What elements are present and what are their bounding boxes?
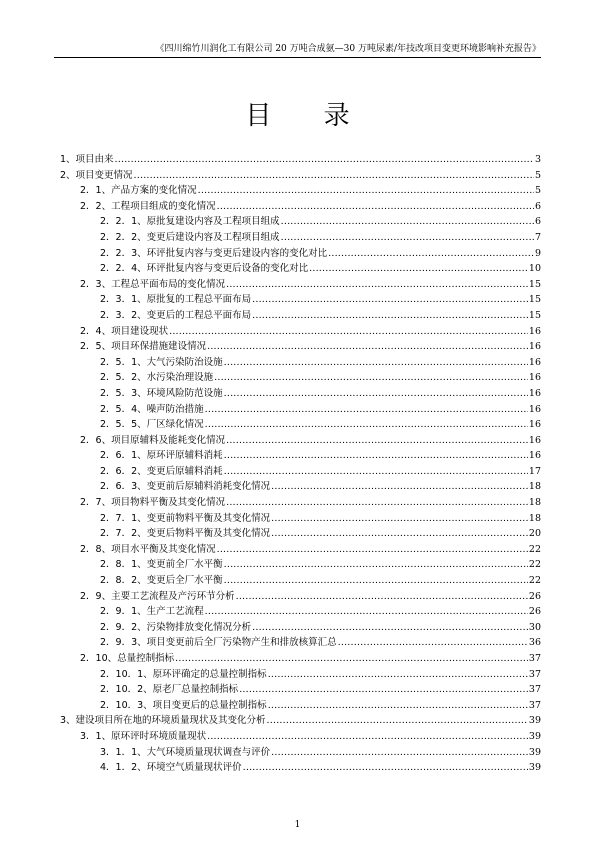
toc-entry-title: 2．3．1、原批复的工程总平面布局 — [100, 294, 252, 306]
toc-entry-title: 2．2．4、环评批复内容与变更后设备的变化对比 — [100, 263, 309, 275]
toc-entry[interactable] — [60, 760, 541, 776]
toc-entry-title: 3、建设项目所在地的环境质量现状及其变化分析 — [60, 715, 266, 727]
toc-entry-page: 3 — [534, 154, 541, 165]
toc-entry-title: 3．1、原环评时环境质量现状 — [80, 730, 207, 742]
toc-entry[interactable] — [60, 355, 541, 371]
toc-entry-title: 2．9．3、项目变更前后全厂污染物产生和排放核算汇总 — [100, 637, 337, 649]
toc-dot-leader — [205, 604, 528, 620]
toc-entry-title: 2．8．1、变更前全厂水平衡 — [100, 559, 223, 571]
toc-entry-page: 37 — [528, 668, 541, 680]
toc-entry-title: 2．8．2、变更后全厂水平衡 — [100, 575, 223, 587]
toc-entry-page: 16 — [528, 434, 541, 446]
toc-entry[interactable] — [60, 495, 541, 511]
toc-dot-leader — [224, 448, 528, 464]
toc-entry-page: 39 — [528, 730, 541, 742]
toc-entry[interactable] — [60, 667, 541, 683]
toc-entry[interactable] — [60, 526, 541, 542]
toc-entry[interactable] — [60, 729, 541, 745]
toc-dot-leader — [252, 292, 528, 308]
toc-entry-title: 2．5、项目环保措施建设情况 — [80, 341, 207, 353]
toc-entry-title: 2．7、项目物料平衡及其变化情况 — [80, 497, 226, 509]
toc-entry-page: 37 — [528, 653, 541, 664]
toc-entry-title: 2．2、工程项目组成的变化情况 — [80, 200, 216, 212]
toc-dot-leader — [224, 386, 528, 402]
toc-dot-leader — [226, 433, 528, 449]
toc-dot-leader — [115, 152, 534, 168]
toc-entry-title: 2．10、总量控制指标 — [80, 653, 175, 664]
toc-entry[interactable] — [60, 402, 541, 418]
toc-entry-title: 2．10．3、项目变更后的总量控制指标 — [100, 699, 267, 711]
toc-dot-leader — [236, 589, 528, 605]
toc-dot-leader — [224, 355, 528, 371]
toc-entry-title: 2．7．1、变更前物料平衡及其变化情况 — [100, 512, 271, 524]
toc-entry[interactable] — [60, 573, 541, 589]
toc-entry[interactable] — [60, 464, 541, 480]
toc-entry-page: 22 — [528, 575, 541, 587]
toc-entry[interactable] — [60, 589, 541, 605]
toc-dot-leader — [207, 339, 528, 355]
toc-dot-leader — [271, 511, 528, 527]
toc-entry[interactable] — [60, 542, 541, 558]
toc-entry-title: 2．5．3、环境风险防范设施 — [100, 387, 223, 399]
toc-entry-page: 22 — [528, 543, 541, 555]
toc-entry-title: 2．5．2、水污染治理设施 — [100, 372, 214, 384]
toc-entry-page: 26 — [528, 606, 541, 618]
toc-entry[interactable] — [60, 448, 541, 464]
toc-entry[interactable] — [60, 386, 541, 402]
toc-entry-page: 6 — [534, 216, 541, 228]
toc-entry[interactable] — [60, 511, 541, 527]
toc-entry[interactable] — [60, 557, 541, 573]
toc-dot-leader — [217, 199, 534, 215]
toc-entry-page: 7 — [534, 231, 541, 243]
toc-entry-page: 17 — [528, 465, 541, 477]
toc-entry-page: 20 — [528, 528, 541, 540]
toc-entry-page: 16 — [528, 341, 541, 353]
toc-dot-leader — [214, 370, 528, 386]
toc-entry-title: 2．8、项目水平衡及其变化情况 — [80, 543, 216, 555]
toc-entry[interactable] — [60, 152, 541, 168]
toc-entry-page: 15 — [528, 294, 541, 306]
toc-entry-title: 2．9．2、污染物排放变化情况分析 — [100, 621, 252, 633]
toc-dot-leader — [281, 230, 534, 246]
toc-entry-title: 2．2．2、变更后建设内容及工程项目组成 — [100, 231, 280, 243]
toc-entry-page: 22 — [528, 559, 541, 571]
toc-entry-page: 5 — [534, 185, 541, 197]
toc-entry[interactable] — [60, 214, 541, 230]
toc-entry-page: 39 — [528, 762, 541, 774]
toc-entry-page: 16 — [528, 372, 541, 384]
toc-entry[interactable] — [60, 604, 541, 620]
toc-dot-leader — [267, 713, 528, 729]
toc-entry-page: 16 — [528, 356, 541, 368]
toc-entry-page: 26 — [528, 590, 541, 602]
running-header: 《四川绵竹川润化工有限公司 20 万吨合成氨—30 万吨尿素/年技改项目变更环境影响补充报告》 — [155, 44, 541, 54]
toc-dot-leader — [217, 542, 528, 558]
toc-entry-page: 15 — [528, 309, 541, 321]
toc-entry-page: 16 — [528, 325, 541, 337]
toc-entry-page: 16 — [528, 403, 541, 415]
toc-dot-leader — [205, 417, 528, 433]
toc-dot-leader — [328, 246, 534, 262]
toc-entry-title: 2．2．1、原批复建设内容及工程项目组成 — [100, 216, 280, 228]
toc-entry-page: 9 — [534, 247, 541, 259]
toc-entry-page: 37 — [528, 684, 541, 696]
toc-dot-leader — [169, 324, 528, 340]
toc-entry-title: 2．6．2、变更后原辅料消耗 — [100, 465, 223, 477]
toc-entry-title: 2．9．1、生产工艺流程 — [100, 606, 204, 618]
toc-entry-title: 2．6．1、原环评原辅料消耗 — [100, 450, 223, 462]
toc-dot-leader — [207, 729, 528, 745]
toc-entry[interactable] — [60, 308, 541, 324]
toc-dot-leader — [271, 745, 528, 761]
toc-dot-leader — [226, 277, 528, 293]
toc-dot-leader — [271, 479, 528, 495]
toc-entry-page: 39 — [528, 746, 541, 758]
toc-entry[interactable] — [60, 713, 541, 729]
page-number: 1 — [294, 820, 301, 830]
toc-dot-leader — [281, 214, 534, 230]
toc-dot-leader — [239, 682, 528, 698]
toc-dot-leader — [198, 183, 534, 199]
toc-entry[interactable] — [60, 682, 541, 698]
toc-entry-title: 2．1、产品方案的变化情况 — [80, 185, 197, 197]
toc-entry[interactable] — [60, 698, 541, 714]
toc-entry[interactable] — [60, 620, 541, 636]
toc-entry-page: 5 — [534, 169, 541, 181]
toc-dot-leader — [252, 308, 528, 324]
toc-entry[interactable] — [60, 479, 541, 495]
toc-entry-page: 16 — [528, 419, 541, 431]
toc-entry[interactable] — [60, 370, 541, 386]
toc-dot-leader — [271, 526, 528, 542]
toc-entry-title: 2．10．2、原老厂总量控制指标 — [100, 684, 239, 696]
toc-entry[interactable] — [60, 168, 541, 184]
toc-entry-page: 16 — [528, 387, 541, 399]
toc-title: 目 录 — [245, 101, 372, 131]
toc-entry[interactable] — [60, 246, 541, 262]
toc-entry-title: 2．5．5、厂区绿化情况 — [100, 419, 204, 431]
toc-entry[interactable] — [60, 230, 541, 246]
toc-entry-page: 16 — [528, 450, 541, 462]
toc-entry-title: 2．6、项目原辅料及能耗变化情况 — [80, 434, 226, 446]
toc-entry-page: 6 — [534, 200, 541, 212]
toc-entry-title: 2．5．4、噪声防治措施 — [100, 403, 204, 415]
toc-entry-title: 2．2．3、环评批复内容与变更后建设内容的变化对比 — [100, 247, 328, 259]
toc-entry-title: 2．3、工程总平面布局的变化情况 — [80, 278, 226, 290]
table-of-contents — [60, 152, 541, 776]
toc-dot-leader — [224, 573, 528, 589]
toc-entry-title: 2．9、主要工艺流程及产污环节分析 — [80, 590, 235, 602]
toc-entry-title: 2．6．3、变更前后原辅料消耗变化情况 — [100, 481, 271, 493]
toc-entry-page: 18 — [528, 512, 541, 524]
toc-entry[interactable] — [60, 339, 541, 355]
toc-entry-title: 2．5．1、大气污染防治设施 — [100, 356, 223, 368]
toc-entry-page: 30 — [528, 621, 541, 633]
toc-entry[interactable] — [60, 417, 541, 433]
toc-entry[interactable] — [60, 324, 541, 340]
toc-dot-leader — [338, 635, 528, 651]
toc-entry[interactable] — [60, 277, 541, 293]
toc-entry[interactable] — [60, 651, 541, 667]
toc-entry-title: 2、项目变更情况 — [60, 169, 133, 181]
toc-dot-leader — [134, 168, 534, 184]
toc-entry[interactable] — [60, 183, 541, 199]
toc-entry[interactable] — [60, 292, 541, 308]
toc-dot-leader — [224, 464, 528, 480]
toc-entry[interactable] — [60, 261, 541, 277]
toc-dot-leader — [205, 402, 528, 418]
toc-entry-title: 2．10．1、原环评确定的总量控制指标 — [100, 668, 267, 680]
header-rule — [54, 57, 541, 58]
toc-entry-page: 37 — [528, 699, 541, 711]
toc-dot-leader — [175, 651, 528, 667]
toc-entry-title: 2．7．2、变更后物料平衡及其变化情况 — [100, 528, 271, 540]
toc-dot-leader — [252, 620, 528, 636]
toc-dot-leader — [224, 557, 528, 573]
toc-entry-page: 15 — [528, 278, 541, 290]
toc-entry[interactable] — [60, 745, 541, 761]
toc-entry-page: 39 — [528, 715, 541, 727]
toc-entry-title: 1、项目由来 — [60, 154, 114, 165]
toc-entry-page: 36 — [528, 637, 541, 649]
toc-entry[interactable] — [60, 433, 541, 449]
toc-entry-title: 2．4、项目建设现状 — [80, 325, 169, 337]
toc-dot-leader — [268, 667, 528, 683]
toc-entry-page: 18 — [528, 481, 541, 493]
toc-entry-page: 10 — [528, 263, 541, 275]
toc-entry[interactable] — [60, 635, 541, 651]
toc-entry[interactable] — [60, 199, 541, 215]
toc-entry-title: 2．3．2、变更后的工程总平面布局 — [100, 309, 252, 321]
toc-dot-leader — [226, 495, 528, 511]
toc-dot-leader — [268, 698, 528, 714]
toc-dot-leader — [309, 261, 528, 277]
toc-dot-leader — [243, 760, 528, 776]
toc-entry-title: 3．1．1、大气环境质量现状调查与评价 — [100, 746, 271, 758]
toc-entry-page: 18 — [528, 497, 541, 509]
toc-entry-title: 4．1．2、环境空气质量现状评价 — [100, 762, 242, 774]
